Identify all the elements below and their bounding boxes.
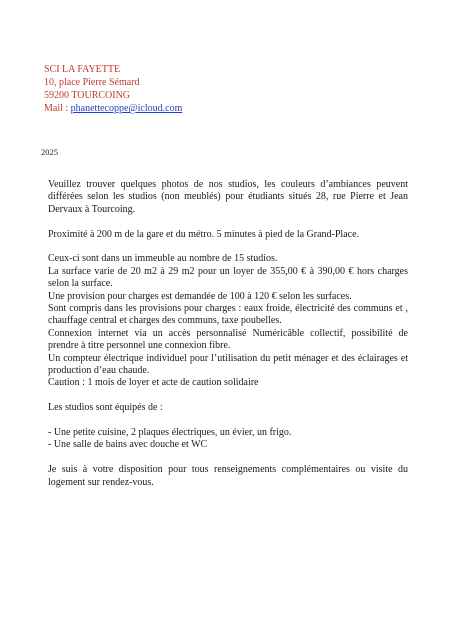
proximity-paragraph: Proximité à 200 m de la gare et du métro. 5 minutes à pied de la Grand-Place. — [48, 228, 360, 240]
closing-paragraph: Je suis à votre disposition pour tous renseignements complémentaires ou visite du logement sur rendez-vous. — [48, 464, 408, 488]
surface-line: La surface varie de 20 m2 à 29 m2 pour un loyer de 355,00 € à 390,00 € hors charges selon la surface. — [48, 265, 408, 290]
intro-paragraph: Veuillez trouver quelques photos de nos studios, les couleurs d’ambiances peuvent différées selon les studios (non meublés) pour étudiants situés 28, rue Pierre et Jean Dervaux à Tourcoing. — [48, 179, 408, 215]
letter-body — [48, 179, 408, 489]
city-address: 59200 TOURCOING — [44, 90, 131, 101]
email-link[interactable]: phanettecoppe@icloud.com — [70, 103, 183, 114]
company-name: SCI LA FAYETTE — [44, 64, 121, 75]
equipment-item-bathroom: - Une salle de bains avec douche et WC — [48, 439, 208, 451]
provision-line: Une provision pour charges est demandée de 100 à 120 € selon les surfaces. — [48, 290, 352, 302]
building-line: Ceux-ci sont dans un immeuble au nombre de 15 studios. — [48, 253, 278, 265]
included-charges-line: Sont compris dans les provisions pour charges : eaux froide, électricité des communs et , chauffage central et charges des communs, taxe poubelles. — [48, 303, 408, 327]
mail-line — [44, 102, 182, 115]
mail-label: Mail : — [44, 103, 71, 114]
street-address: 10, place Pierre Sémard — [44, 77, 140, 88]
equipment-item-kitchen: - Une petite cuisine, 2 plaques électriques, un évier, un frigo. — [48, 427, 292, 439]
meter-line: Un compteur électrique individuel pour l’utilisation du petit ménager et des éclairages et production d’eau chaude. — [48, 352, 408, 377]
year-label: 2025 — [41, 147, 58, 157]
equipment-heading: Les studios sont équipés de : — [48, 402, 163, 414]
internet-line: Connexion internet via un accès personnalisé Numéricâble collectif, possibilité de prendre à titre personnel une connexion fibre. — [48, 327, 408, 352]
deposit-line: Caution : 1 mois de loyer et acte de caution solidaire — [48, 377, 259, 389]
letterhead — [44, 63, 182, 115]
